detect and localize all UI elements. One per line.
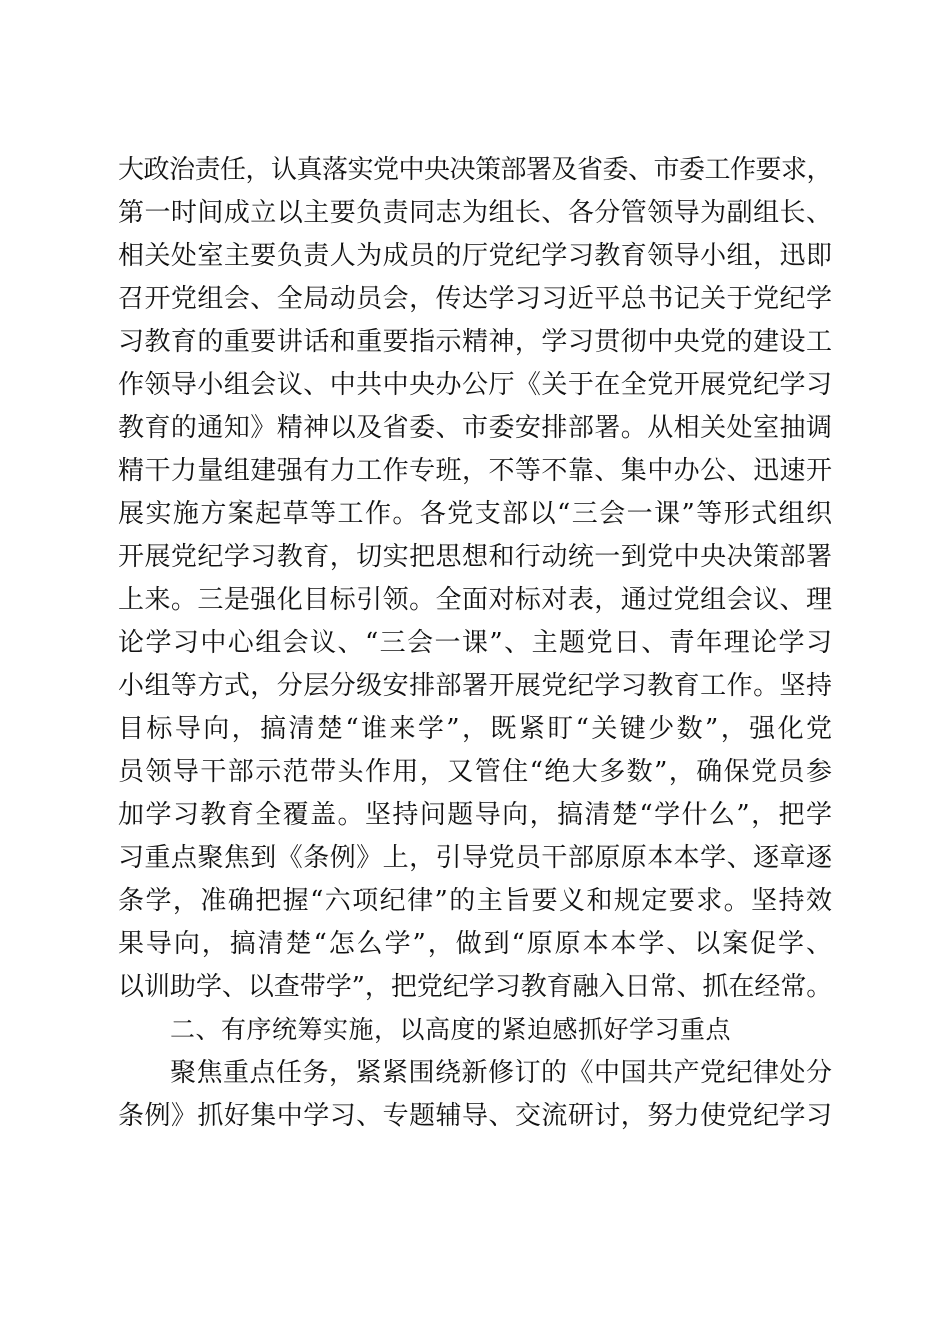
body-text-line: 教育的通知》精神以及省委、市委安排部署。从相关处室抽调 [118,413,832,443]
body-text-line: 作领导小组会议、中共中央办公厅《关于在全党开展党纪学习 [118,370,832,400]
body-text-line: 开展党纪学习教育，切实把思想和行动统一到党中央决策部署 [118,542,832,572]
body-text-line: 条学，准确把握“六项纪律”的主旨要义和规定要求。坚持效 [118,886,832,916]
body-text-line: 果导向，搞清楚“怎么学”，做到“原原本本学、以案促学、 [118,929,832,959]
body-text-line: 条例》抓好集中学习、专题辅导、交流研讨，努力使党纪学习 [118,1101,832,1131]
body-text-line: 大政治责任，认真落实党中央决策部署及省委、市委工作要求， [118,155,832,185]
body-text-line: 以训助学、以查带学”，把党纪学习教育融入日常、抓在经常。 [118,972,833,1002]
section-heading: 二、有序统筹实施，以高度的紧迫感抓好学习重点 [170,1015,732,1044]
body-text-line: 上来。三是强化目标引领。全面对标对表，通过党组会议、理 [118,585,832,615]
body-text-line: 展实施方案起草等工作。各党支部以“三会一课”等形式组织 [118,499,832,529]
body-text-line: 加学习教育全覆盖。坚持问题导向，搞清楚“学什么”，把学 [118,800,832,830]
body-text-line: 论学习中心组会议、“三会一课”、主题党日、青年理论学习 [118,628,832,658]
body-text-line: 聚焦重点任务，紧紧围绕新修订的《中国共产党纪律处分 [170,1058,832,1088]
body-text-line: 员领导干部示范带头作用，又管住“绝大多数”，确保党员参 [118,757,832,787]
body-text-line: 目标导向，搞清楚“谁来学”，既紧盯“关键少数”，强化党 [118,714,832,744]
body-text-line: 习重点聚焦到《条例》上，引导党员干部原原本本学、逐章逐 [118,843,832,873]
body-text-line: 召开党组会、全局动员会，传达学习习近平总书记关于党纪学 [118,284,832,314]
body-text-line: 相关处室主要负责人为成员的厅党纪学习教育领导小组，迅即 [118,241,832,271]
body-text-line: 习教育的重要讲话和重要指示精神，学习贯彻中央党的建设工 [118,327,832,357]
body-text-line: 精干力量组建强有力工作专班，不等不靠、集中办公、迅速开 [118,456,832,486]
body-text-line: 小组等方式，分层分级安排部署开展党纪学习教育工作。坚持 [118,671,832,701]
body-text-line: 第一时间成立以主要负责同志为组长、各分管领导为副组长、 [118,198,832,228]
